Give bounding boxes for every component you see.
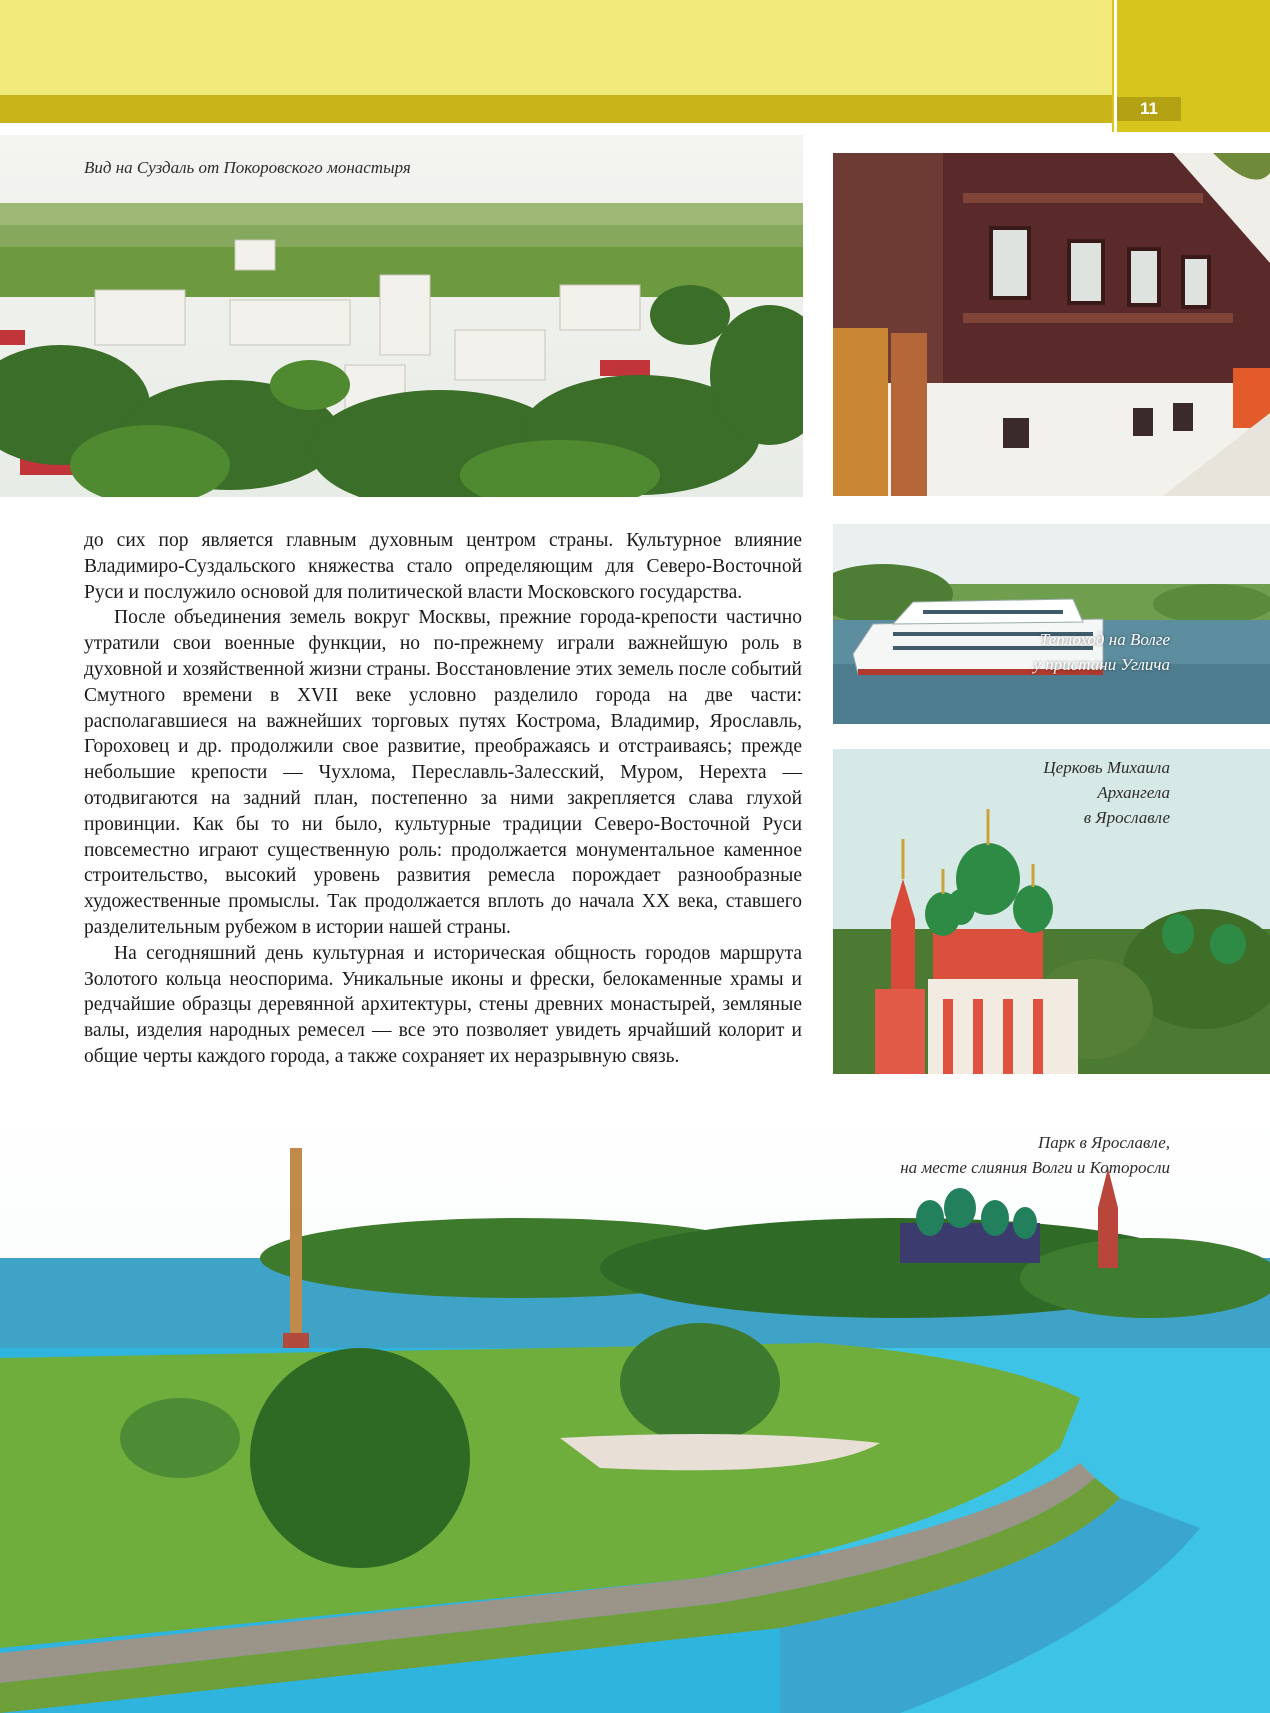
article-paragraph-2: После объединения земель вокруг Москвы, прежние города-крепости частично утратили свои военные функции, но по-прежнему играли важнейшую роль в духовной и хозяйственной жизни страны. Восстановление этих земель после событий Смутного времени в XVII веке условно разделило города на две части: располагавшиеся на важнейших торговых путях Кострома, Владимир, Ярославль, Гороховец и др. продолжили свое развитие, преображаясь и отстраиваясь; прежде небольшие крепости — Чухлома, Переславль-Залесский, Муром, Нерехта — отодвигаются на задний план, постепенно за ними закрепляется слава глухой провинции. Как бы то ни было, культурные традиции Северо-Восточной Руси повсеместно играют существенную роль: продолжается монументальное каменное строительство, высокий уровень развития ремесла порождает разнообразные художественные промыслы. Так продолжается вплоть до начала XX века, ставшего разделительным рубежом в истории нашей страны. bbox=[84, 607, 802, 938]
steamship-caption-line-1: Теплоход на Волге bbox=[1039, 630, 1170, 649]
carved-wooden-house-photo bbox=[833, 153, 1270, 496]
park-caption-line-2: на месте слияния Волги и Которосли bbox=[900, 1158, 1170, 1177]
steamship-caption bbox=[900, 627, 1170, 677]
park-caption bbox=[700, 1130, 1170, 1180]
article-paragraph-1: до сих пор является главным духовным центром страны. Культурное влияние Владимиро-Суздальского княжества стало определяющим для Северо-Восточной Руси и послужило основой для политической власти Московского государства. bbox=[84, 530, 802, 603]
church-caption bbox=[900, 755, 1170, 830]
header-band bbox=[0, 95, 1270, 123]
article-paragraph-3: На сегодняшний день культурная и историческая общность городов маршрута Золотого кольца неоспорима. Уникальные иконы и фрески, белокаменные храмы и редчайшие образцы деревянной архитектуры, стены древних монастырей, земляные валы, изделия народных ремесел — все это позволяет увидеть ярчайший колорит и общие черты каждого города, а также сохраняет их неразрывную связь. bbox=[84, 942, 802, 1067]
suzdal-caption: Вид на Суздаль от Покоровского монастыря bbox=[84, 158, 411, 177]
page-number: 11 bbox=[1117, 97, 1181, 121]
steamship-caption-line-2: у пристани Углича bbox=[1033, 655, 1170, 674]
town-landscape-photo bbox=[0, 135, 803, 497]
church-caption-line-1: Церковь Михаила bbox=[1043, 758, 1170, 777]
park-caption-line-1: Парк в Ярославле, bbox=[1038, 1133, 1170, 1152]
church-caption-line-2: Архангела bbox=[1097, 783, 1170, 802]
river-cruise-ship-photo bbox=[833, 524, 1270, 724]
church-caption-line-3: в Ярославле bbox=[1083, 808, 1170, 827]
riverside-park-photo bbox=[0, 1108, 1270, 1713]
article-body bbox=[84, 528, 802, 1070]
header-bar bbox=[0, 0, 1270, 95]
